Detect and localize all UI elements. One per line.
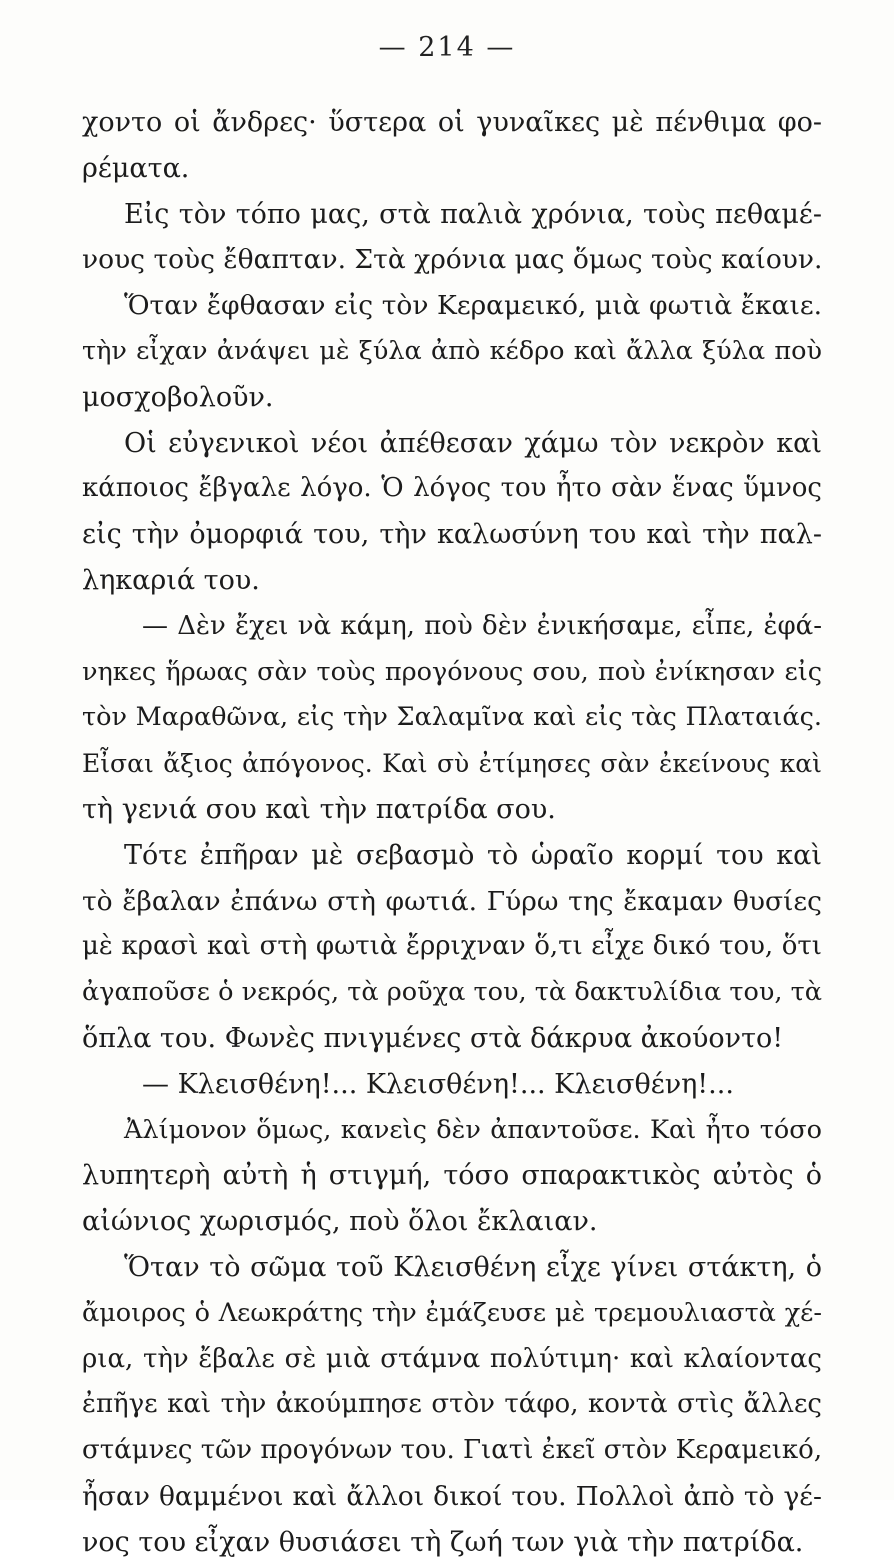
text-line: ρέματα. bbox=[82, 152, 190, 184]
text-line: Οἱ εὐγενικοὶ νέοι ἀπέθεσαν χάμω τὸν νεκρὸν καὶ bbox=[124, 427, 822, 459]
text-line: ἐπῆγε καὶ τὴν ἀκούμπησε στὸν τάφο, κοντὰ στὶς ἄλλες bbox=[82, 1389, 822, 1420]
text-line: εἰς τὴν ὀμορφιά του, τὴν καλωσύνη του καὶ τὴν παλ- bbox=[82, 519, 822, 551]
text-line: Εἰς τὸν τόπο μας, στὰ παλιὰ χρόνια, τοὺς πεθαμέ- bbox=[124, 198, 822, 230]
text-line: Ὅταν τὸ σῶμα τοῦ Κλεισθένη εἶχε γίνει στάκτη, ὁ bbox=[124, 1251, 822, 1283]
text-line: Ἀλίμονον ὅμως, κανεὶς δὲν ἀπαντοῦσε. Καὶ ἦτο τόσο bbox=[124, 1114, 822, 1145]
text-line: τὴ γενιά σου καὶ τὴν πατρίδα σου. bbox=[82, 793, 556, 825]
text-line: κάποιος ἔβγαλε λόγο. Ὁ λόγος του ἦτο σὰν ἕνας ὕμνος bbox=[82, 473, 822, 504]
text-line: Ὅταν ἔφθασαν εἰς τὸν Κεραμεικό, μιὰ φωτιὰ ἔκαιε. bbox=[124, 290, 822, 322]
text-line: ἄμοιρος ὁ Λεωκράτης τὴν ἐμάζευσε μὲ τρεμουλιαστὰ χέ- bbox=[82, 1297, 822, 1328]
text-line: μοσχοβολοῦν. bbox=[82, 381, 274, 413]
text-line: ληκαριά του. bbox=[82, 564, 260, 596]
text-line: Εἶσαι ἄξιος ἀπόγονος. Καὶ σὺ ἐτίμησες σὰν ἐκείνους καὶ bbox=[82, 749, 822, 779]
text-line: χοντο οἱ ἄνδρες· ὕστερα οἱ γυναῖκες μὲ πένθιμα φο- bbox=[82, 107, 822, 138]
text-line: ἦσαν θαμμένοι καὶ ἄλλοι δικοί του. Πολλοὶ ἀπὸ τὸ γέ- bbox=[82, 1480, 822, 1512]
body-text bbox=[82, 100, 822, 1566]
text-line: νηκες ἥρωας σὰν τοὺς προγόνους σου, ποὺ ἐνίκησαν εἰς bbox=[82, 656, 822, 687]
text-line: αἰώνιος χωρισμός, ποὺ ὅλοι ἔκλαιαν. bbox=[82, 1206, 598, 1238]
text-line: ὅπλα του. Φωνὲς πνιγμένες στὰ δάκρυα ἀκούοντο! bbox=[82, 1022, 784, 1054]
text-line: τὴν εἶχαν ἀνάψει μὲ ξύλα ἀπὸ κέδρο καὶ ἄλλα ξύλα ποὺ bbox=[82, 335, 822, 366]
text-line: ἀγαποῦσε ὁ νεκρός, τὰ ροῦχα του, τὰ δακτυλίδια του, τὰ bbox=[82, 977, 822, 1008]
text-line: μὲ κρασὶ καὶ στὴ φωτιὰ ἔρριχναν ὅ,τι εἶχε δικό του, ὅτι bbox=[82, 931, 822, 962]
text-line: τὸ ἔβαλαν ἐπάνω στὴ φωτιά. Γύρω της ἔκαμαν θυσίες bbox=[82, 885, 822, 917]
text-line: νος του εἶχαν θυσιάσει τὴ ζωή των γιὰ τὴν πατρίδα. bbox=[82, 1526, 804, 1558]
text-line: στάμνες τῶν προγόνων του. Γιατὶ ἐκεῖ στὸν Κεραμεικό, bbox=[82, 1435, 823, 1466]
text-line: — Δὲν ἔχει νὰ κάμη, ποὺ δὲν ἐνικήσαμε, εἶπε, ἐφά- bbox=[142, 610, 822, 641]
text-line: Τότε ἐπῆραν μὲ σεβασμὸ τὸ ὡραῖο κορμί του καὶ bbox=[124, 839, 822, 871]
text-line: τὸν Μαραθῶνα, εἰς τὴν Σαλαμῖνα καὶ εἰς τὰς Πλαταιάς. bbox=[82, 702, 822, 733]
text-line: λυπητερὴ αὐτὴ ἡ στιγμή, τόσο σπαρακτικὸς αὐτὸς ὁ bbox=[82, 1160, 822, 1192]
text-line: νους τοὺς ἔθαπταν. Στὰ χρόνια μας ὅμως τοὺς καίουν. bbox=[82, 244, 823, 276]
text-line: — Κλεισθένη!... Κλεισθένη!... Κλεισθένη!... bbox=[142, 1068, 734, 1100]
page-number: — 214 — bbox=[378, 32, 516, 63]
text-line: ρια, τὴν ἔβαλε σὲ μιὰ στάμνα πολύτιμη· καὶ κλαίοντας bbox=[82, 1343, 822, 1374]
